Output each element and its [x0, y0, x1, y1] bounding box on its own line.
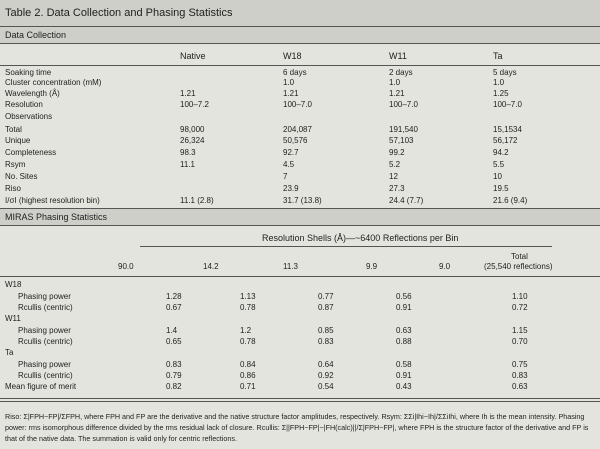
cell: 99.2 — [389, 148, 405, 157]
cell: 10 — [493, 172, 502, 181]
cell: 0.43 — [396, 382, 412, 391]
row-label: Total — [5, 125, 22, 134]
cell: 1.28 — [166, 292, 182, 301]
data-collection-band — [0, 27, 600, 43]
rule — [0, 225, 600, 226]
cell: 100–7.0 — [493, 100, 522, 109]
cell: 191,540 — [389, 125, 418, 134]
cell: 0.71 — [240, 382, 256, 391]
cell: 6 days — [283, 68, 307, 77]
cell: 15,1534 — [493, 125, 522, 134]
row-label: Observations — [5, 112, 53, 121]
cell: 0.58 — [396, 360, 412, 369]
cell: 5.5 — [493, 160, 505, 169]
shell-bound: 9.9 — [366, 262, 378, 271]
cell: 50,576 — [283, 136, 308, 145]
cell: 31.7 (13.8) — [283, 196, 322, 205]
cell: 0.78 — [240, 337, 256, 346]
row-label: Phasing power — [18, 292, 71, 301]
cell: 0.78 — [240, 303, 256, 312]
cell: 0.83 — [512, 371, 528, 380]
col-header-ta: Ta — [493, 51, 503, 61]
cell: 92.7 — [283, 148, 299, 157]
table-caption: Table 2. Data Collection and Phasing Statistics — [5, 7, 233, 19]
cell: 23.9 — [283, 184, 299, 193]
cell: 1.25 — [493, 89, 509, 98]
cell: 0.54 — [318, 382, 334, 391]
cell: 0.91 — [396, 371, 412, 380]
cell: 21.6 (9.4) — [493, 196, 528, 205]
row-label: No. Sites — [5, 172, 38, 181]
group-label: Ta — [5, 348, 14, 357]
cell: 1.0 — [283, 78, 295, 87]
total-header: Total — [511, 252, 528, 261]
mean-fom-label: Mean figure of merit — [5, 382, 77, 391]
cell: 11.1 (2.8) — [180, 196, 214, 205]
cell: 0.87 — [318, 303, 334, 312]
cell: 1.21 — [283, 89, 299, 98]
rule — [0, 65, 600, 66]
cell: 56,172 — [493, 136, 518, 145]
cell: 0.92 — [318, 371, 334, 380]
shell-bound: 90.0 — [118, 262, 134, 271]
cell: 0.82 — [166, 382, 182, 391]
cell: 0.83 — [166, 360, 182, 369]
table-footnote: Riso: Σ|FPH−FP|/ΣFPH, where FPH and FP are the derivative and the native structure factor amplitudes, respectively. Rsym: ΣΣi|Ihi−Ih|/ΣΣiIhi, where Ih is the mean intensity. Phasing power: rms isomorphous difference divided by the rms residual lack of closure. Rcullis: Σ||FPH−FP|−|FH(calc)||/Σ|FPH−FP|, where FPH is the structure factor of the derivative and FP is that of the native data. The summation is valid only for centric reflections. — [5, 412, 589, 443]
row-label: Cluster concentration (mM) — [5, 78, 102, 87]
cell: 12 — [389, 172, 398, 181]
cell: 11.1 — [180, 160, 195, 169]
cell: 0.77 — [318, 292, 334, 301]
col-header-w18: W18 — [283, 51, 302, 61]
cell: 204,087 — [283, 125, 312, 134]
rule — [0, 43, 600, 44]
cell: 1.2 — [240, 326, 252, 335]
cell: 0.63 — [512, 382, 528, 391]
group-label: W18 — [5, 280, 22, 289]
cell: 0.67 — [166, 303, 182, 312]
cell: 5 days — [493, 68, 517, 77]
shells-rule — [140, 246, 552, 247]
cell: 0.70 — [512, 337, 528, 346]
cell: 0.88 — [396, 337, 412, 346]
shell-bound: 9.0 — [439, 262, 451, 271]
cell: 5.2 — [389, 160, 401, 169]
cell: 0.79 — [166, 371, 182, 380]
row-label: Phasing power — [18, 326, 71, 335]
row-label: Completeness — [5, 148, 57, 157]
cell: 1.21 — [389, 89, 405, 98]
cell: 7 — [283, 172, 288, 181]
row-label: Rcullis (centric) — [18, 371, 73, 380]
cell: 98,000 — [180, 125, 205, 134]
cell: 24.4 (7.7) — [389, 196, 424, 205]
rule — [0, 398, 600, 399]
cell: 1.4 — [166, 326, 178, 335]
row-label: Rsym — [5, 160, 26, 169]
cell: 0.85 — [318, 326, 334, 335]
row-label: Unique — [5, 136, 31, 145]
row-label: Rcullis (centric) — [18, 303, 73, 312]
miras-title: MIRAS Phasing Statistics — [5, 212, 108, 222]
rule — [0, 276, 600, 277]
cell: 1.0 — [493, 78, 505, 87]
row-label: Wavelength (Å) — [5, 89, 60, 98]
cell: 57,103 — [389, 136, 414, 145]
cell: 1.21 — [180, 89, 196, 98]
row-label: Soaking time — [5, 68, 52, 77]
col-header-w11: W11 — [389, 51, 407, 61]
cell: 0.75 — [512, 360, 528, 369]
row-label: Riso — [5, 184, 22, 193]
row-label: Resolution — [5, 100, 43, 109]
cell: 98.3 — [180, 148, 196, 157]
cell: 94.2 — [493, 148, 509, 157]
row-label: I/σI (highest resolution bin) — [5, 196, 100, 205]
cell: 0.56 — [396, 292, 412, 301]
cell: 27.3 — [389, 184, 405, 193]
total-subheader: (25,540 reflections) — [484, 262, 553, 271]
cell: 100–7.0 — [283, 100, 312, 109]
cell: 0.91 — [396, 303, 412, 312]
row-label: Phasing power — [18, 360, 71, 369]
shell-bound: 14.2 — [203, 262, 219, 271]
row-label: Rcullis (centric) — [18, 337, 73, 346]
cell: 0.86 — [240, 371, 256, 380]
cell: 26,324 — [180, 136, 205, 145]
cell: 1.10 — [512, 292, 528, 301]
cell: 0.63 — [396, 326, 412, 335]
rule — [0, 401, 600, 402]
cell: 0.65 — [166, 337, 182, 346]
cell: 19.5 — [493, 184, 509, 193]
cell: 0.84 — [240, 360, 256, 369]
cell: 1.13 — [240, 292, 256, 301]
shells-header: Resolution Shells (Å)—~6400 Reflections per Bin — [262, 233, 459, 243]
cell: 100–7.0 — [389, 100, 418, 109]
cell: 0.83 — [318, 337, 334, 346]
data-collection-title: Data Collection — [5, 30, 67, 40]
col-header-native: Native — [180, 51, 206, 61]
group-label: W11 — [5, 314, 21, 323]
shell-bound: 11.3 — [283, 262, 298, 271]
cell: 0.64 — [318, 360, 334, 369]
cell: 100–7.2 — [180, 100, 209, 109]
cell: 2 days — [389, 68, 413, 77]
cell: 1.15 — [512, 326, 528, 335]
cell: 1.0 — [389, 78, 401, 87]
cell: 4.5 — [283, 160, 295, 169]
cell: 0.72 — [512, 303, 528, 312]
